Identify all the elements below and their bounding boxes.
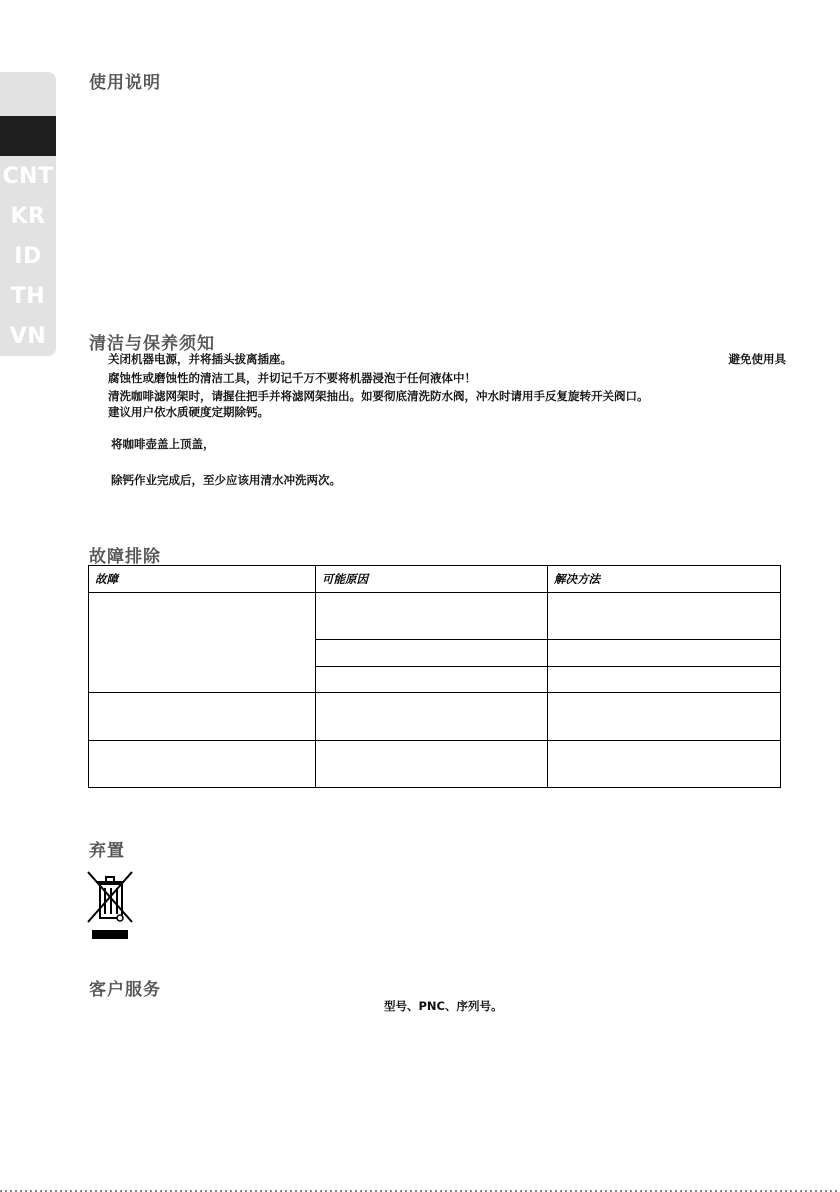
col-header-cause: 可能原因 [316,566,548,593]
cleaning-line: 关闭机器电源，并将插头拔离插座。 [108,352,292,366]
cleaning-line: 建议用户依水质硬度定期除钙。 [108,405,269,419]
cleaning-heading: 清洁与保养须知 [89,334,215,354]
troubleshooting-heading: 故障排除 [89,547,161,567]
table-cell [316,693,548,741]
table-row [89,741,781,788]
table-row [89,693,781,741]
table-cell [89,593,316,693]
language-tabs [0,72,56,356]
lang-tab-th[interactable]: TH [0,276,56,316]
disposal-heading: 弃置 [89,841,125,861]
lang-tab[interactable] [0,72,56,116]
lang-tab-cnt[interactable]: CNT [0,156,56,196]
lang-tab-kr[interactable]: KR [0,196,56,236]
table-cell [89,741,316,788]
instructions-heading: 使用说明 [89,73,161,93]
weee-crossed-bin-icon [84,868,136,940]
lang-tab-vn[interactable]: VN [0,316,56,356]
col-header-solution: 解决方法 [548,566,781,593]
lang-tab-active[interactable] [0,116,56,156]
cleaning-line: 除钙作业完成后，至少应该用清水冲洗两次。 [111,473,341,487]
table-cell [316,741,548,788]
table-cell [548,640,781,667]
cleaning-line: 腐蚀性或磨蚀性的清洁工具，并切记千万不要将机器浸泡于任何液体中！ [108,371,476,385]
table-cell [548,667,781,693]
table-cell [316,593,548,640]
col-header-fault: 故障 [89,566,316,593]
cleaning-line-right: 避免使用具 [728,352,786,366]
table-cell [548,593,781,640]
table-cell [548,741,781,788]
lang-tab-id[interactable]: ID [0,236,56,276]
cleaning-line: 将咖啡壶盖上顶盖， [111,437,215,451]
table-row [89,593,781,640]
table-cell [89,693,316,741]
service-heading: 客户服务 [89,980,161,1000]
service-line: 型号、PNC、序列号。 [384,999,503,1013]
troubleshooting-table [88,565,781,788]
table-cell [548,693,781,741]
cleaning-line: 清洗咖啡滤网架时，请握住把手并将滤网架抽出。如要彻底清洗防水阀，冲水时请用手反复旋转开关阀口。 [108,389,649,403]
table-header-row [89,566,781,593]
table-cell [316,640,548,667]
table-cell [316,667,548,693]
